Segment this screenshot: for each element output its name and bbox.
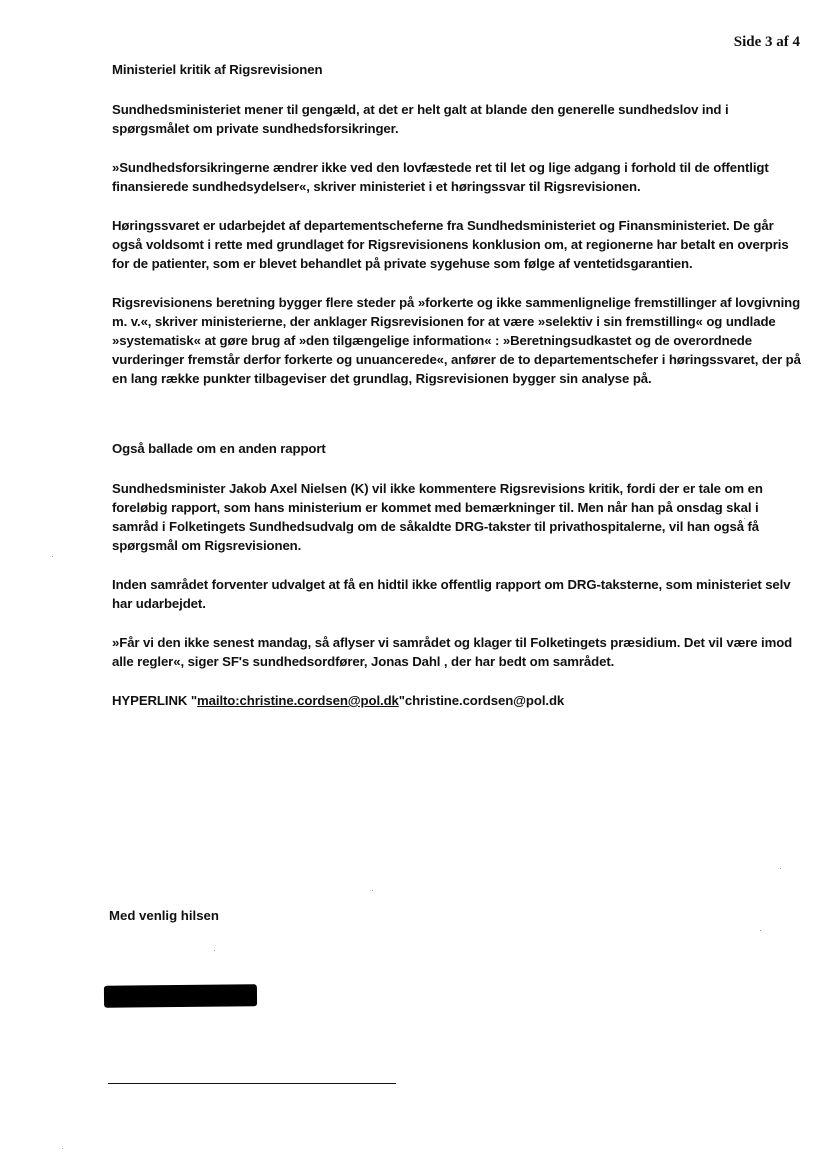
scan-speck	[760, 930, 761, 931]
hyperlink-field-line	[112, 691, 802, 710]
paragraph: Høringssvaret er udarbejdet af departementscheferne fra Sundhedsministeriet og Finansministeriet. De går også voldsomt i rette med grundlaget for Rigsrevisionens konklusion om, at regionerne har betalt en overpris for de patienter, som er blevet behandlet på private sygehuse som følge af ventetidsgarantien.	[112, 218, 789, 271]
email-link[interactable]: mailto:christine.cordsen@pol.dk	[197, 693, 399, 708]
scan-speck	[780, 868, 781, 869]
page-number: Side 3 af 4	[733, 34, 800, 50]
hyperlink-suffix: "christine.cordsen@pol.dk	[398, 693, 565, 708]
redacted-signature	[104, 984, 257, 1008]
paragraph: »Får vi den ikke senest mandag, så aflyser vi samrådet og klager til Folketingets præsidium. Det vil være imod alle regler«, siger SF's sundhedsordfører, Jonas Dahl , der har bedt om samrådet.	[112, 635, 793, 669]
scan-speck	[214, 950, 215, 951]
signature-line	[108, 1083, 396, 1084]
paragraph: »Sundhedsforsikringerne ændrer ikke ved den lovfæstede ret til let og lige adgang i forhold til de offentligt finansierede sundhedsydelser«, skriver ministeriet i et høringssvar til Rigsrevisionen.	[112, 160, 769, 194]
scan-speck	[744, 518, 745, 519]
scan-speck	[62, 1148, 63, 1149]
section-heading-another-report: Også ballade om en anden rapport	[112, 441, 326, 456]
letter-body	[112, 60, 802, 710]
hyperlink-prefix: HYPERLINK "	[112, 693, 198, 708]
paragraph: Inden samrådet forventer udvalget at få en hidtil ikke offentlig rapport om DRG-taksterne, som ministeriet selv har udarbejdet.	[112, 577, 791, 611]
paragraph: Sundhedsministeriet mener til gengæld, at det er helt galt at blande den generelle sundhedslov ind i spørgsmålet om private sundhedsforsikringer.	[112, 102, 729, 136]
scan-speck	[52, 556, 53, 557]
closing-greeting: Med venlig hilsen	[109, 908, 219, 923]
paragraph: Rigsrevisionens beretning bygger flere steder på »forkerte og ikke sammenlignelige fremstillinger af lovgivning m. v.«, skriver ministerierne, der anklager Rigsrevisionen for at være »selektiv i sin fremstilling« og undlade »systematisk« at gøre brug af »den tilgængelige information« : »Beretningsudkastet og de overordnede vurderinger fremstår derfor forkerte og unuancerede«, anfører de to departementschefer i høringssvaret, der på en lang række punkter tilbageviser det grundlag, Rigsrevisionen bygger sin analyse på.	[112, 295, 801, 386]
section-heading-ministerial-criticism: Ministeriel kritik af Rigsrevisionen	[112, 62, 323, 77]
scan-speck	[372, 890, 373, 891]
paragraph: Sundhedsminister Jakob Axel Nielsen (K) vil ikke kommentere Rigsrevisions kritik, fordi der er tale om en foreløbig rapport, som hans ministerium er kommet med bemærkninger til. Men når han på onsdag skal i samråd i Folketingets Sundhedsudvalg om de såkaldte DRG-takster til privathospitalerne, vil han også få spørgsmål om Rigsrevisionen.	[112, 481, 763, 553]
